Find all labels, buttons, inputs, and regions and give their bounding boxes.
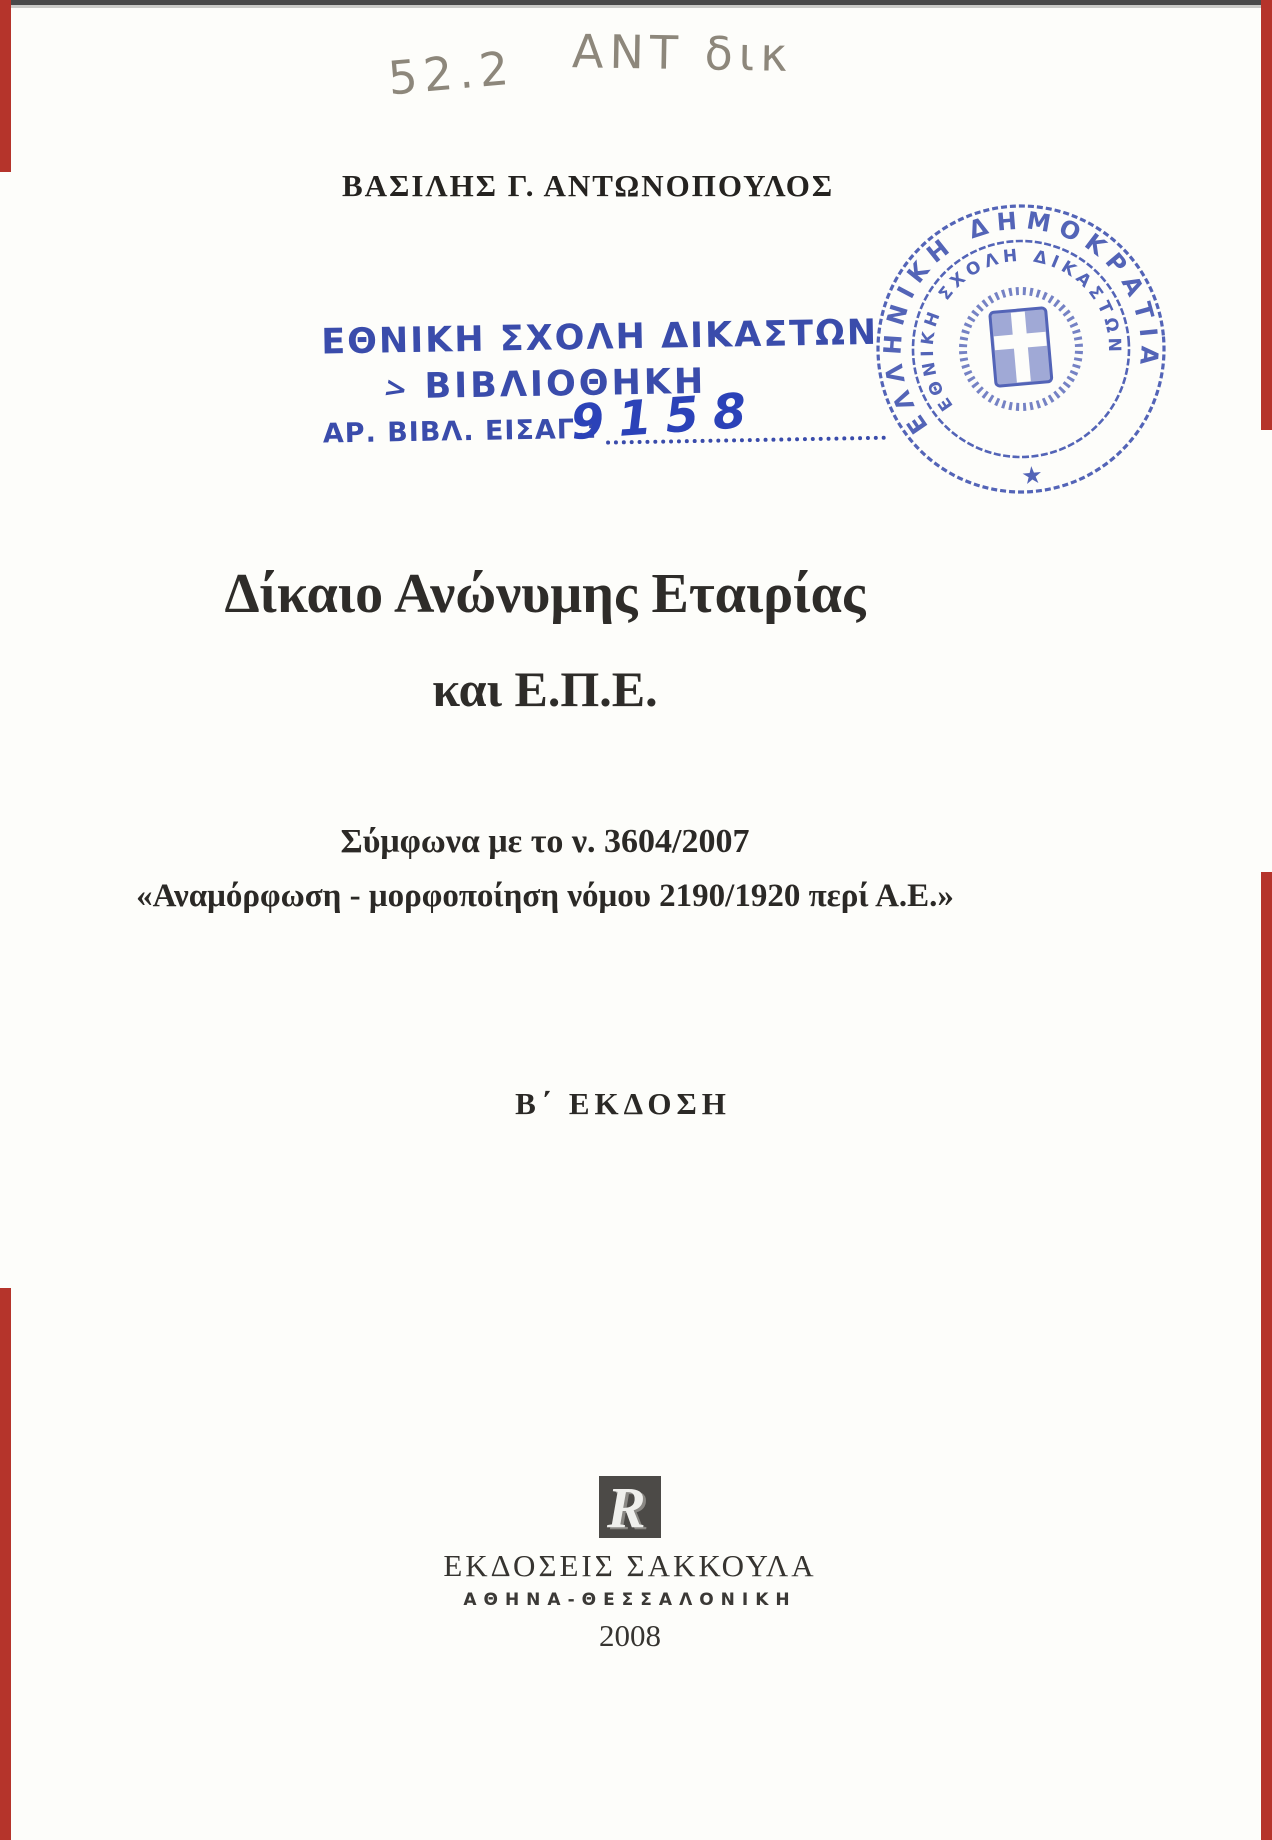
- scan-top-edge-shadow: [0, 5, 1272, 8]
- publisher-logo: [599, 1476, 661, 1538]
- handwritten-note: ANT δικ: [571, 24, 794, 82]
- book-title-line2: και Ε.Π.Ε.: [432, 661, 658, 717]
- accession-label: ΑΡ. ΒΙΒΛ. ΕΙΣΑΓ.:: [322, 413, 599, 450]
- stamp-outer-text: ΕΛΛΗΝΙΚΗ ΔΗΜΟΚΡΑΤΙΑ: [878, 206, 1164, 439]
- subtitle-law-reference: Σύμφωνα με το ν. 3604/2007: [340, 823, 750, 860]
- library-stamp-library-label: ΒΙΒΛΙΟΘΗΚΗ: [424, 361, 707, 407]
- book-cover-edge-right-bottom: [1261, 872, 1272, 1840]
- handwritten-accession-number: 9158: [568, 382, 762, 452]
- book-cover-edge-right-top: [1261, 0, 1272, 430]
- publisher-block: [0, 1476, 1260, 1654]
- stamp-star-icon: ★: [1020, 462, 1045, 491]
- author-name: ΒΑΣΙΛΗΣ Γ. ΑΝΤΩΝΟΠΟΥΛΟΣ: [342, 168, 835, 203]
- library-stamp-school-line: ΕΘΝΙΚΗ ΣΧΟΛΗ ΔΙΚΑΣΤΩΝ: [320, 312, 879, 363]
- handwritten-classmark: 52.2: [385, 40, 517, 106]
- publisher-name: ΕΚΔΟΣΕΙΣ ΣΑΚΚΟΥΛΑ: [443, 1548, 817, 1583]
- publisher-logo-letter: R: [607, 1476, 646, 1538]
- library-stamp: [320, 312, 879, 452]
- edition-label: Β΄ ΕΚΔΟΣΗ: [515, 1086, 731, 1121]
- publication-year: 2008: [599, 1618, 661, 1653]
- book-cover-edge-left-top: [0, 0, 11, 172]
- publisher-cities: ΑΘΗΝΑ-ΘΕΣΣΑΛΟΝΙΚΗ: [463, 1590, 797, 1610]
- stamp-inner-text: ΕΘΝΙΚΗ ΣΧΟΛΗ ΔΙΚΑΣΤΩΝ: [917, 245, 1125, 415]
- book-title-line1: Δίκαιο Ανώνυμης Εταιρίας: [224, 563, 866, 625]
- cross-shield-icon: [990, 308, 1052, 387]
- handwritten-check-mark: >: [381, 370, 414, 408]
- subtitle-law-description: «Αναμόρφωση - μορφοποίηση νόμου 2190/1920 περί Α.Ε.»: [136, 878, 954, 914]
- official-round-stamp: [872, 200, 1170, 498]
